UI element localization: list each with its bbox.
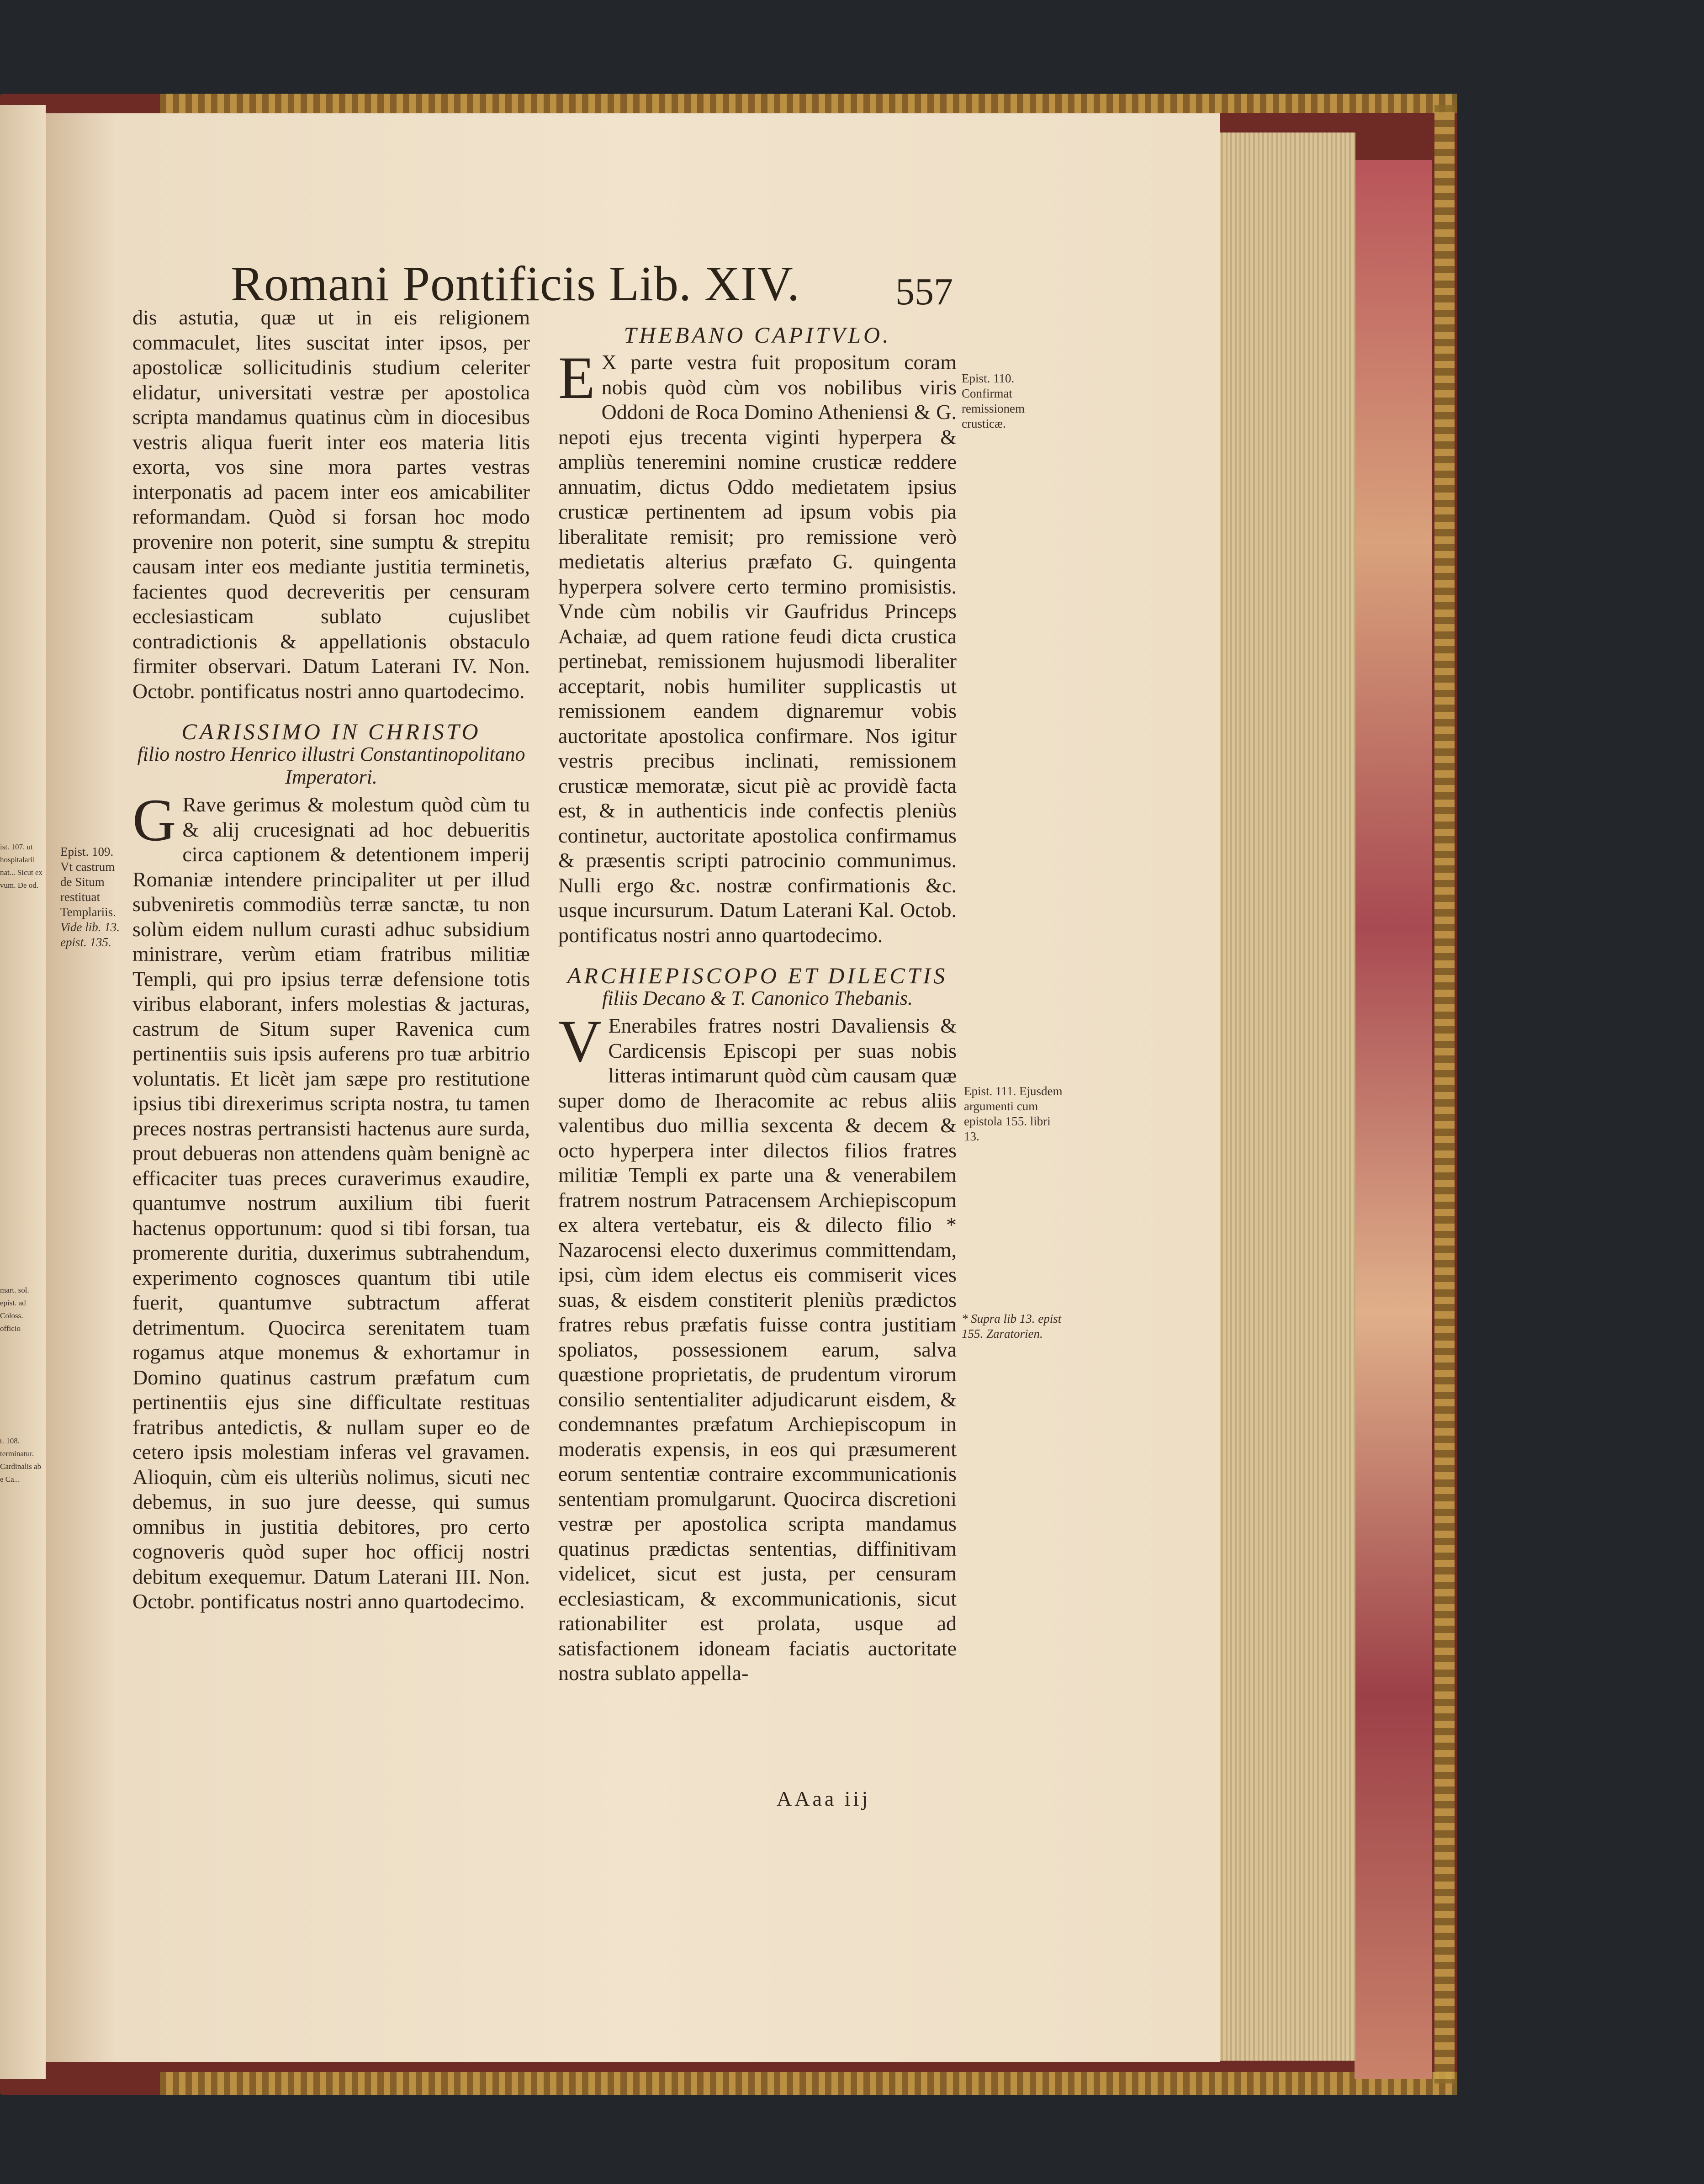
left-page-fragment-2: mart. sol. epist. ad Coloss. officio — [0, 1286, 29, 1333]
letter-title-archiepiscopo — [558, 964, 957, 1010]
margin-note-right-1: Epist. 110. Confirmat remissionem crusticæ. — [962, 371, 1025, 430]
left-column — [132, 305, 530, 1614]
letter-paragraph-thebano — [558, 344, 957, 948]
gilt-border-right — [1434, 105, 1455, 2083]
margin-note-right-2: Epist. 111. Ejusdem argumenti cum epistola 155. libri 13. — [964, 1084, 1063, 1143]
letter1-title: THEBANO CAPITVLO. — [624, 322, 891, 348]
left-page-fragment-1: ist. 107. ut hospitalarii nat... Sicut ex vum. De od. — [0, 843, 43, 890]
page-number: 557 — [895, 270, 953, 313]
letter2-title-line1: ARCHIEPISCOPO ET DILECTIS — [567, 963, 948, 988]
signature-mark: AAaa iij — [777, 1787, 871, 1810]
left-page-edge — [0, 105, 46, 2079]
gilt-border-top — [160, 94, 1457, 113]
right-column — [558, 323, 957, 1686]
page-fore-edge — [1217, 133, 1355, 2061]
margin-note-left — [60, 844, 129, 950]
intro-paragraph: dis astutia, quæ ut in eis religionem commaculet, lites suscitat inter ipsos, per apostolicæ sollicitudinis studium celeriter elidatur, universitati vestræ per apostolica scripta mandamus quatinus cùm in diocesibus vestris aliqua fuerit inter eos materia litis exorta, vos sine mora partes vestras interponatis ad pacem inter eos amicabiliter reformandam. Quòd si forsan hoc modo provenire non poterit, sine sumptu & strepitu causam inter eos mediante justitia terminetis, facientes quod decreveritis per censuram ecclesiasticam sublato cujuslibet contradictionis & appellationis obstaculo firmiter observari. Datum Laterani IV. Non. Octobr. pontificatus nostri anno quartodecimo. — [132, 306, 530, 703]
running-header: Romani Pontificis Lib. XIV. — [231, 257, 800, 311]
left-page-fragment-3: t. 108. terminatur. Cardinalis ab e Ca... — [0, 1437, 42, 1484]
letter1-text: X parte vestra fuit propositum coram nobis quòd cùm vos nobilibus viris Oddoni de Roca Domino Atheniensi & G. nepoti ejus trecenta viginti hyperpera & ampliùs teneremini nomine crusticæ reddere annuatim, dictus Oddo medietatem ipsius crusticæ pertinentem ad ipsum vobis pia liberalitate remisit; pro remissione verò medietatis alterius præfato G. quingenta hyperpera solvere certo termino promisistis. Vnde cùm nobilis vir Gaufridus Princeps Achaiæ, ad quem ratione feudi dicta crustica pertinebat, remissionem hujusmodi liberaliter acceptarit, nobis humiliter supplicastis ut remissionem eandem dignaremur vobis auctoritate apostolica confirmare. Nos igitur vestris precibus inclinati, remissionem crusticæ memoratæ, sicut piè ac providè facta est, & in authenticis inde confectis pleniùs continetur, auctoritate apostolica confirmamus & præsentis scripti patrocinio communimus. Nulli ergo &c. nostræ confirmationis &c. usque incursurum. Datum Laterani Kal. Octob. pontificatus nostri anno quartodecimo. — [558, 350, 957, 947]
letter-text: Rave gerimus & molestum quòd cùm tu & alij crucesignati ad hoc debueritis circa captionem & detentionem imperij Romaniæ intendere principaliter ut per illud subveniretis commodiùs terræ sanctæ, tu non solùm eidem nullum curasti adhuc subsidium ministrare, verùm etiam fratribus militiæ Templi, qui pro ipsius terræ defensione totis viribus elaborant, infers molestias & jacturas, castrum de Situm super Ravenica cum pertinentiis suis ipsis auferens pro tuæ arbitrio voluntatis. Et licèt jam sæpe pro restitutione ipsius tibi direxerimus scripta nostra, tu tamen preces nostras pertransisti hactenus aure surda, prout debueras non attendens quàm benignè ac efficaciter tuas preces curaverimus exaudire, quantumve nostrum auxilium tibi fuerit hactenus opportunum: quod si tibi forsan, tua promerente duritia, duxerimus subtrahendum, experimento cognosces quantum tibi utile fuerit, quantumve subtractum afferat detrimentum. Quocirca serenitatem tuam rogamus atque monemus & exhortamur in Domino quatinus castrum præfatum cum pertinentiis ejus sine difficultate restituas fratribus antedictis, & nullam super eo de cetero ipsis molestiam inferas vel gravamen. Alioquin, cùm eis ulteriùs nolimus, sicuti nec debemus, in suo jure deesse, qui sumus omnibus in justitia debitores, pro certo cognoveris quòd super hoc officij nostri debitum exequemur. Datum Laterani III. Non. Octobr. pontificatus nostri anno quartodecimo. — [132, 793, 530, 1613]
margin-note-left-line1: Epist. 109. — [60, 845, 114, 859]
letter-paragraph-henrico — [132, 786, 530, 1614]
letter-title-line1: CARISSIMO IN CHRISTO — [181, 719, 481, 744]
margin-note-left-line3: Vide lib. 13. epist. 135. — [60, 920, 120, 949]
letter-title-thebano — [558, 323, 957, 346]
letter-title-line2: filio nostro Henrico illustri Constantinopolitano Imperatori. — [137, 743, 525, 788]
margin-note-right-3: * Supra lib 13. epist 155. Zaratorien. — [962, 1312, 1062, 1341]
marbled-endpaper — [1355, 160, 1432, 2079]
drop-cap-e: E — [558, 344, 595, 411]
drop-cap-v: V — [558, 1007, 602, 1075]
letter2-title-line2: filiis Decano & T. Canonico Thebanis. — [602, 987, 913, 1009]
letter2-text: Enerabiles fratres nostri Davaliensis & Cardicensis Episcopi per suas nobis litteras intimarunt quòd cùm causam quæ super domo de Iheracomite ac rebus aliis valentibus duo millia sexcenta & decem & octo hyperpera inter dilectos filios fratres militiæ Templi ex parte una & venerabilem fratrem nostrum Patracensem Archiepiscopum ex altera vertebatur, eis & dilecto filio * Nazarocensi electo duxerimus committendam, ipsi, cùm idem electus eis commiserit vices suas, & eisdem constiterit pleniùs prædictos fratres rebus præfatis fuisse contra justitiam spoliatos, possessionem earum, salva quæstione proprietatis, de prudentum virorum consilio sententialiter adjudicarunt eisdem, & condemnantes præfatum Archiepiscopum in moderatis expensis, in eos qui præsumerent eorum sententiæ contraire excommunicationis sententiam promulgarunt. Quocirca discretioni vestræ per apostolica scripta mandamus quatinus prædictas sententias, diffinitivam videlicet, sicut est justa, per censuram ecclesiasticam, & excommunicationis, sicut rationabiliter est prolata, usque ad satisfactionem idoneam faciatis auctoritate nostra sublato appella- — [558, 1014, 957, 1685]
letter-title-henrico — [132, 720, 530, 789]
drop-cap-g: G — [132, 786, 176, 853]
gilt-border-bottom — [160, 2072, 1457, 2095]
margin-note-left-line2: Vt castrum de Situm restituat Templariis. — [60, 860, 116, 919]
letter-paragraph-archiepiscopo — [558, 1007, 957, 1686]
